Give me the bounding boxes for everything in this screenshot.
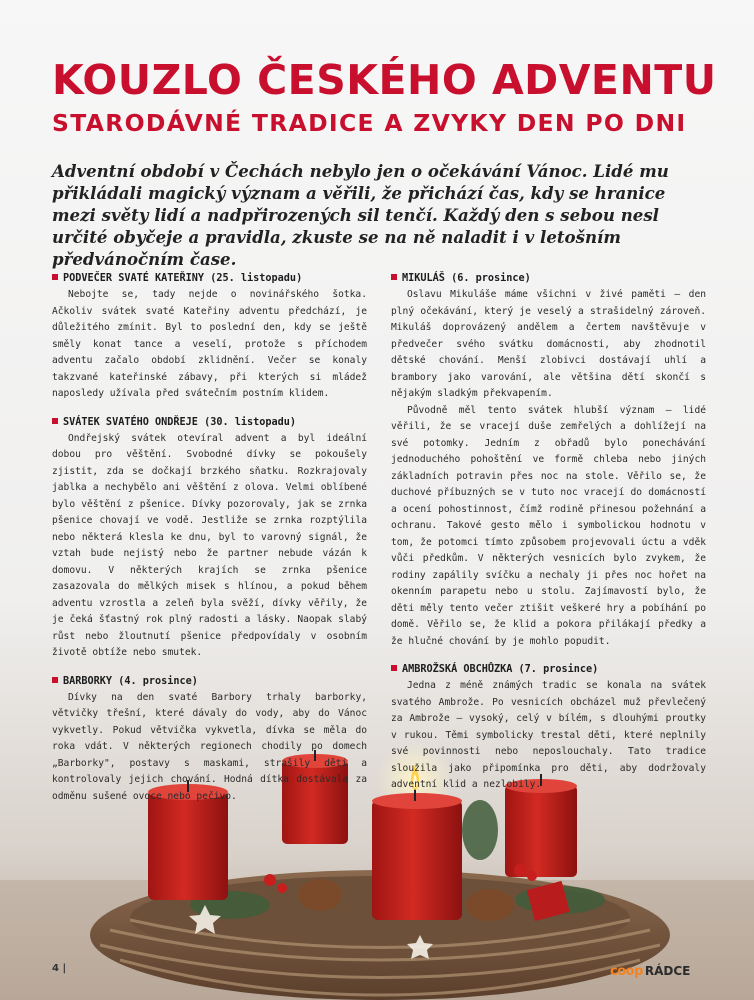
- section-katerina: [52, 272, 367, 403]
- bullet-square-icon: [52, 274, 58, 280]
- section-ondrej: [52, 416, 367, 662]
- bullet-square-icon: [391, 274, 397, 280]
- section-text-continued: Původně měl tento svátek hlubší význam – lidé věřili, že se vracejí duše zemřelých a dohlížejí na své potomky. Jedním z obřadů bylo ponechávání jednoduchého pohoštění ve formě chleba nebo jiných základních potravin přes noc na stole. Věřilo se, že duchové příbuzných se v tuto noc vracejí do domácností a ocení pohostinnost, čímž rodině přinesou požehnání a ochranu. Takové gesto mělo i symbolickou hodnotu v tom, že potomci tímto způsobem projevovali úctu a vděk vůči předkům. V některých vesnicích bylo zvykem, že rodiny zapálily svíčku a nechaly ji přes noc hořet na okenním parapetu nebo u stolu. Zajímavostí bylo, že děti měly tento večer ztišit veškeré hry a pobíhání po domě. Věřilo se, že klid a pokora přilákají předky a že hlučné chování by je mohlo popudit.: [391, 404, 706, 647]
- bullet-square-icon: [52, 677, 58, 683]
- page-subtitle: STARODÁVNÉ TRADICE A ZVYKY DEN PO DNI: [52, 109, 687, 137]
- page-title: KOUZLO ČESKÉHO ADVENTU: [52, 56, 717, 104]
- section-mikulas: [391, 272, 706, 650]
- section-text: Oslavu Mikuláše máme všichni v živé paměti – den plný očekávání, který je veselý a strašidelný zároveň. Mikuláš doprovázený andělem a čertem navštěvuje v předvečer svého svátku domácnosti, aby zhodnotil dětské chování. Menší zlobivci dostávají uhlí a brambory jako varování, ale většina dětí skončí s nějakým sladkým překvapením.: [391, 289, 706, 399]
- left-column: [52, 272, 367, 818]
- section-text: Dívky na den svaté Barbory trhaly barborky, větvičky třešní, které dávaly do vody, aby do Vánoc vykvetly. Pokud větvička vykvetla, dívka se měla do roka vdát. V některých regionech chodily po domech „Barborky", postavy s maskami, strašily děti a kontrolovaly jejich chování. Hodná dítka dostávala za odměnu sušené ovoce nebo pečivo.: [52, 691, 367, 802]
- section-heading: MIKULÁŠ (6. prosince): [402, 273, 531, 284]
- bullet-square-icon: [52, 418, 58, 424]
- section-heading: BARBORKY (4. prosince): [63, 675, 198, 687]
- section-text: Jedna z méně známých tradic se konala na svátek svatého Ambrože. Po vesnicích obcházel muž převlečený za Ambrože – vysoký, celý v bílém, s dlouhými proutky v rukou. Těmi symbolicky trestal děti, které neplnily své povinnosti nebo neposlouchaly. Tato tradice sloužila jako připomínka pro děti, aby dodržovaly adventní klid a nezlobily.: [391, 680, 706, 790]
- section-text: Nebojte se, tady nejde o novinářského šotka. Ačkoliv svátek svaté Kateřiny adventu předchází, je důležitého zmínit. Byl to poslední den, kdy se ještě směly konat tance a veselí, protože s příchodem adventu začalo období zklidnění. Večer se konaly takzvané kateřinské zábavy, při kterých si mládež naposledy užívala před svátečním postním klidem.: [52, 289, 367, 399]
- brand-logo: [610, 960, 690, 979]
- coop-logo: coop: [610, 964, 643, 979]
- page-number: 4 |: [52, 963, 67, 974]
- section-barborky: [52, 675, 367, 806]
- section-text: Ondřejský svátek otevíral advent a byl ideální dobou pro věštění. Svobodné dívky se pokoušely zjistit, zda se dočkají brzkého sňatku. Rozkrajovaly jablka a nechybělo ani věštění z olova. Velmi oblíbené bylo věštění z pšenice. Dívky pozorovaly, jak se zrnka pšenice chovají ve vodě. Jestliže se zrnka rozptýlila nebo některá klesla ke dnu, byl to varovný signál, že vztah bude nejistý nebo že partner nebude vázán k domovu. V některých krajích se zrnka pšenice zasazovala do mělkých misek s hlínou, a pokud během adventu vzrostla a zeleň byla svěží, dívky věřily, že je čeká šťastný rok plný radosti a lásky. Naopak slabý růst nebo žloutnutí pšenice předpovídaly v osobním životě obtíže nebo smutek.: [52, 432, 367, 658]
- bullet-square-icon: [391, 665, 397, 671]
- radce-label: RÁDCE: [644, 964, 691, 978]
- section-heading: SVÁTEK SVATÉHO ONDŘEJE (30. listopadu): [63, 416, 297, 428]
- section-heading: PODVEČER SVATÉ KATEŘINY (25. listopadu): [63, 273, 303, 284]
- section-ambroz: [391, 663, 706, 794]
- section-heading: AMBROŽSKÁ OBCHŮZKA (7. prosince): [402, 664, 599, 675]
- lead-paragraph: Adventní období v Čechách nebylo jen o očekávání Vánoc. Lidé mu přikládali magický význam a věřili, že přichází čas, kdy se hranice mezi světy lidí a nadpřirozených sil tenčí. Každý den s sebou nesl určité obyčeje a pravidla, zkuste se na ně naladit i v letošním předvánočním čase.: [52, 161, 669, 269]
- right-column: [391, 272, 706, 807]
